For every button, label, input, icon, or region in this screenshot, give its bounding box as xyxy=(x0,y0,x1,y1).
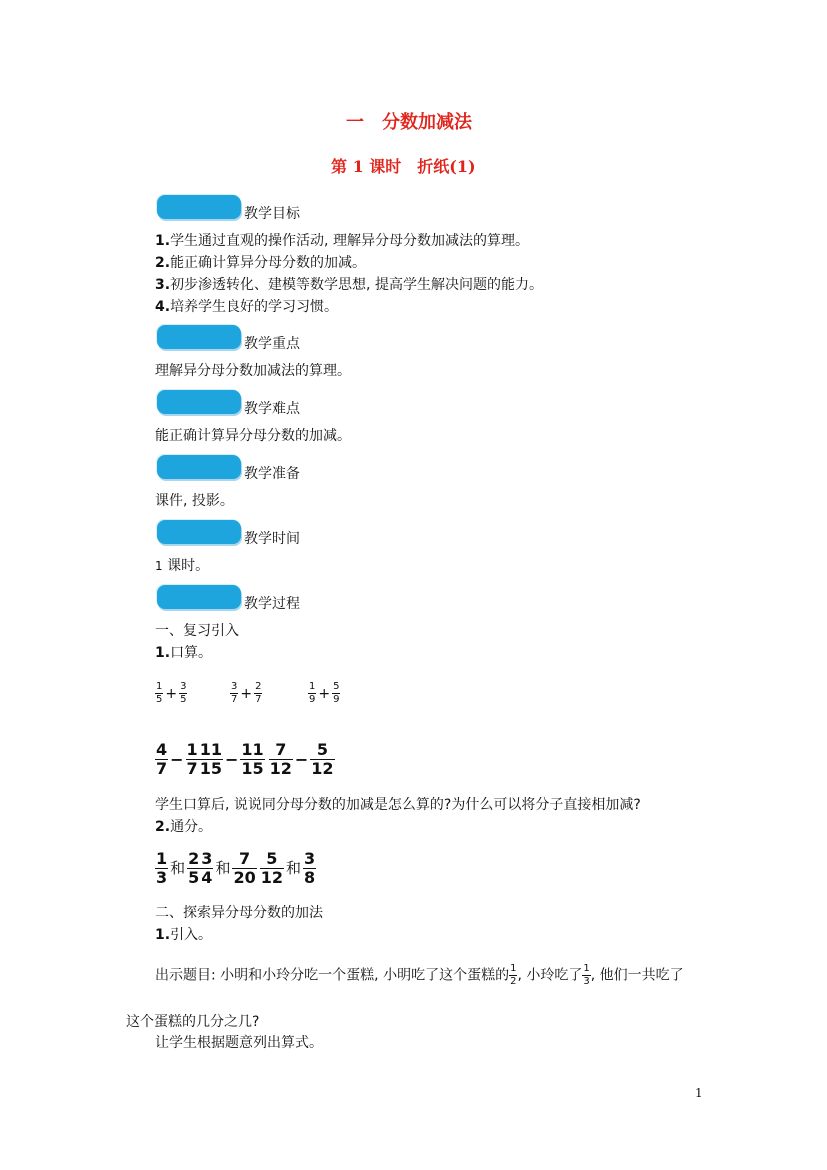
section-badge xyxy=(157,455,241,479)
fraction: $\frac{4}{7}$ xyxy=(156,740,168,778)
section-label: 教学目标 xyxy=(244,206,300,222)
fraction: $\frac{2}{7}$ xyxy=(255,681,262,705)
fraction: $\frac{1}{2}$ xyxy=(510,963,517,987)
unit-title: 一 分数加减法 xyxy=(346,112,472,133)
section-label: 教学时间 xyxy=(244,531,300,547)
fraction: $\frac{3}{7}$ xyxy=(231,681,238,705)
section-label: 教学过程 xyxy=(244,596,300,612)
section-badge xyxy=(157,390,241,414)
section-label: 教学准备 xyxy=(244,466,300,482)
goal-item: 4.培养学生良好的学习习惯。 xyxy=(155,299,339,315)
fraction: $\frac{5}{12}$ xyxy=(311,740,334,778)
fraction: $\frac{3}{5}$ xyxy=(180,681,187,705)
section-badge xyxy=(157,325,241,349)
difficulty-text: 能正确计算异分母分数的加减。 xyxy=(155,428,351,444)
question-text: 学生口算后, 说说同分母分数的加减是怎么算的?为什么可以将分子直接相加减? xyxy=(155,797,641,813)
problem-text-line2: 这个蛋糕的几分之几? xyxy=(126,1014,260,1030)
goal-item: 3.初步渗透转化、建模等数学思想, 提高学生解决问题的能力。 xyxy=(155,277,543,293)
lesson-title: 第 1 课时 折纸(1) xyxy=(331,157,476,176)
page-number: 1 xyxy=(695,1086,703,1100)
problem-text: 出示题目: 小明和小玲分吃一个蛋糕, 小明吃了这个蛋糕的 $\frac{1}{2}$ , 小玲吃了 $\frac{1}{3}$ , 他们一共吃了 xyxy=(155,963,684,987)
focus-text: 理解异分母分数加减法的算理。 xyxy=(155,363,351,379)
fraction: $\frac{1}{9}$ xyxy=(309,681,316,705)
fraction: $\frac{3}{4}$ xyxy=(201,849,213,887)
fraction: $\frac{11}{15}$ xyxy=(241,740,264,778)
prep-text: 课件, 投影。 xyxy=(155,493,234,509)
time-text: 1 课时。 xyxy=(155,558,210,574)
section-label: 教学难点 xyxy=(244,401,300,417)
fraction: $\frac{1}{3}$ xyxy=(583,963,590,987)
section-label: 教学重点 xyxy=(244,336,300,352)
goal-item: 2.能正确计算异分母分数的加减。 xyxy=(155,255,367,271)
part-title: 二、探索异分母分数的加法 xyxy=(155,905,323,921)
instruction-text: 让学生根据题意列出算式。 xyxy=(155,1035,323,1051)
goal-item: 1.学生通过直观的操作活动, 理解异分母分数加减法的算理。 xyxy=(155,233,529,249)
fraction: $\frac{7}{12}$ xyxy=(269,740,292,778)
oral-expression: $\frac{1}{5}$ + $\frac{3}{5}$ xyxy=(156,681,187,705)
part-title: 一、复习引入 xyxy=(155,623,239,639)
section-badge xyxy=(157,585,241,609)
fraction: $\frac{1}{7}$ xyxy=(186,740,198,778)
fraction: $\frac{7}{20}$ xyxy=(233,849,256,887)
item-heading: 1.引入。 xyxy=(155,927,213,943)
item-heading: 1.口算。 xyxy=(155,645,213,661)
section-badge xyxy=(157,520,241,544)
item-heading: 2.通分。 xyxy=(155,819,213,835)
oral-expression: $\frac{3}{7}$ + $\frac{2}{7}$ xyxy=(231,681,262,705)
fraction: $\frac{5}{9}$ xyxy=(333,681,340,705)
fraction: $\frac{5}{12}$ xyxy=(260,849,283,887)
section-badge xyxy=(157,195,241,219)
oral-expression: $\frac{1}{9}$ + $\frac{5}{9}$ xyxy=(309,681,340,705)
fraction: $\frac{1}{3}$ xyxy=(156,849,168,887)
fraction: $\frac{1}{5}$ xyxy=(156,681,163,705)
fraction: $\frac{11}{15}$ xyxy=(199,740,222,778)
fraction: $\frac{2}{5}$ xyxy=(188,849,200,887)
fraction: $\frac{3}{8}$ xyxy=(304,849,316,887)
tongfen-expression: $\frac{1}{3}$ 和 $\frac{2}{5}$ $\frac{3}{4}$ 和 $\frac{7}{20}$ $\frac{5}{12}$ 和 $\frac{3}{8}$ xyxy=(156,849,316,887)
oral-expression-row2: $\frac{4}{7}$ − $\frac{1}{7}$ $\frac{11}{15}$ − $\frac{11}{15}$ $\frac{7}{12}$ − $\frac{5}{12}$ xyxy=(156,740,334,778)
